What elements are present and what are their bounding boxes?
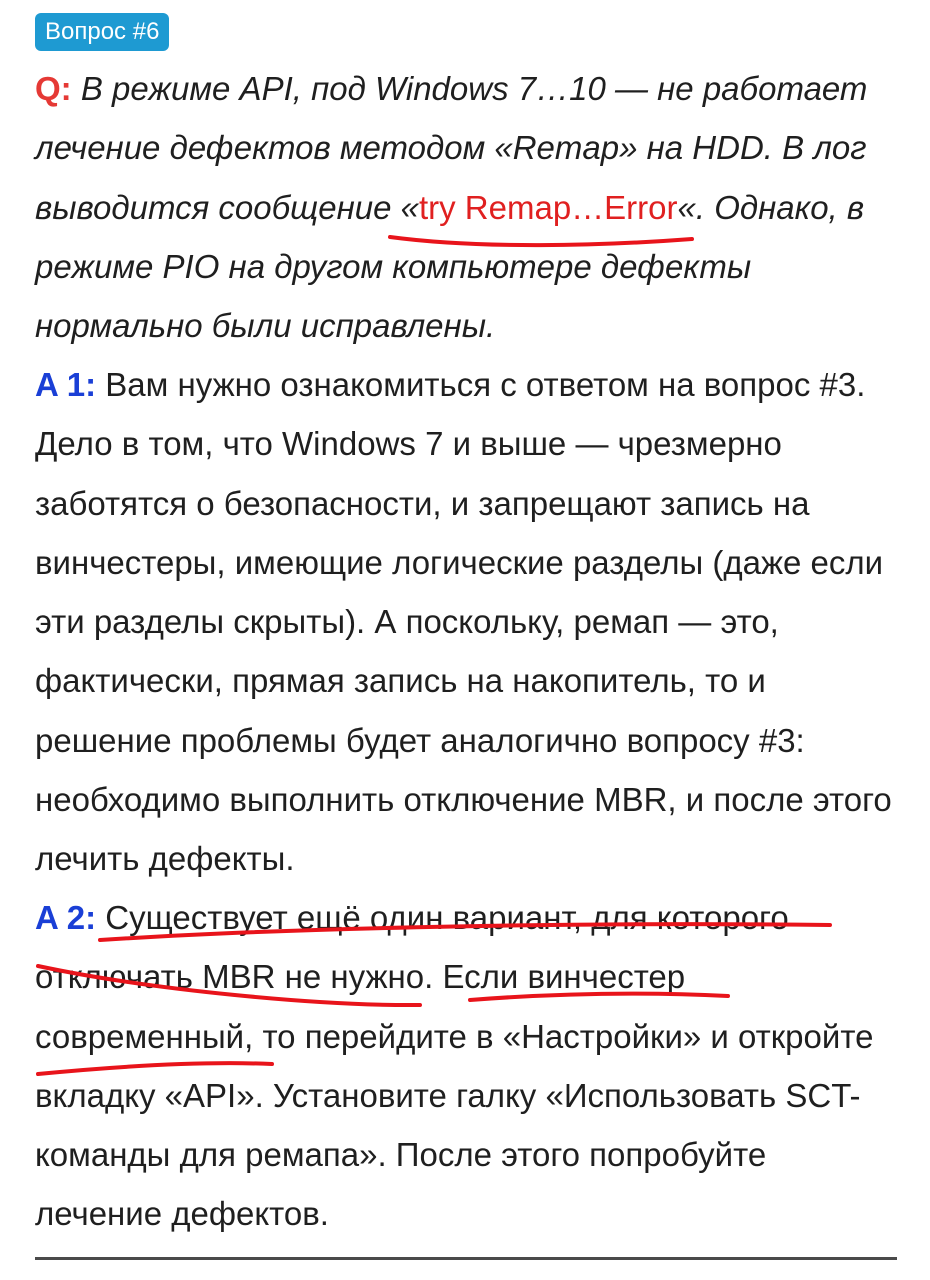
answer-1-text: Вам нужно ознакомиться с ответом на вопрос #3. Дело в том, что Windows 7 и выше — чрезмерно заботятся о безопасности, и запрещают запись на винчестеры, имеющие логические разделы (даже если эти разделы скрыты). А поскольку, ремап — это, фактически, прямая запись на накопитель, то и решение проблемы будет аналогично вопросу #3: необходимо выполнить отключение MBR, и после этого лечить дефекты. [35, 366, 892, 878]
answer-2-paragraph [35, 888, 895, 1244]
question-number-badge: Вопрос #6 [35, 13, 169, 51]
answer-1-paragraph [35, 355, 895, 889]
error-message-text: try Remap…Error [418, 188, 678, 226]
answer-1-label: A 1: [35, 366, 97, 403]
question-paragraph [35, 59, 895, 355]
question-text-before: В режиме API, под Windows 7…10 — не работает лечение дефектов методом «Remap» на HDD. В лог выводится сообщение « [35, 70, 868, 226]
question-label: Q: [35, 70, 72, 107]
answer-2-text: Существует ещё один вариант, для которого отключать MBR не нужно. Если винчестер современный, то перейдите в «Настройки» и откройте вкладку «API». Установите галку «Использовать SCT-команды для ремапа». После этого попробуйте лечение дефектов. [35, 899, 874, 1233]
answer-2-label: A 2: [35, 899, 97, 936]
bottom-divider [35, 1257, 897, 1260]
question-text-after: «. Однако, в режиме PIO на другом компьютере дефекты нормально были исправлены. [35, 188, 865, 345]
